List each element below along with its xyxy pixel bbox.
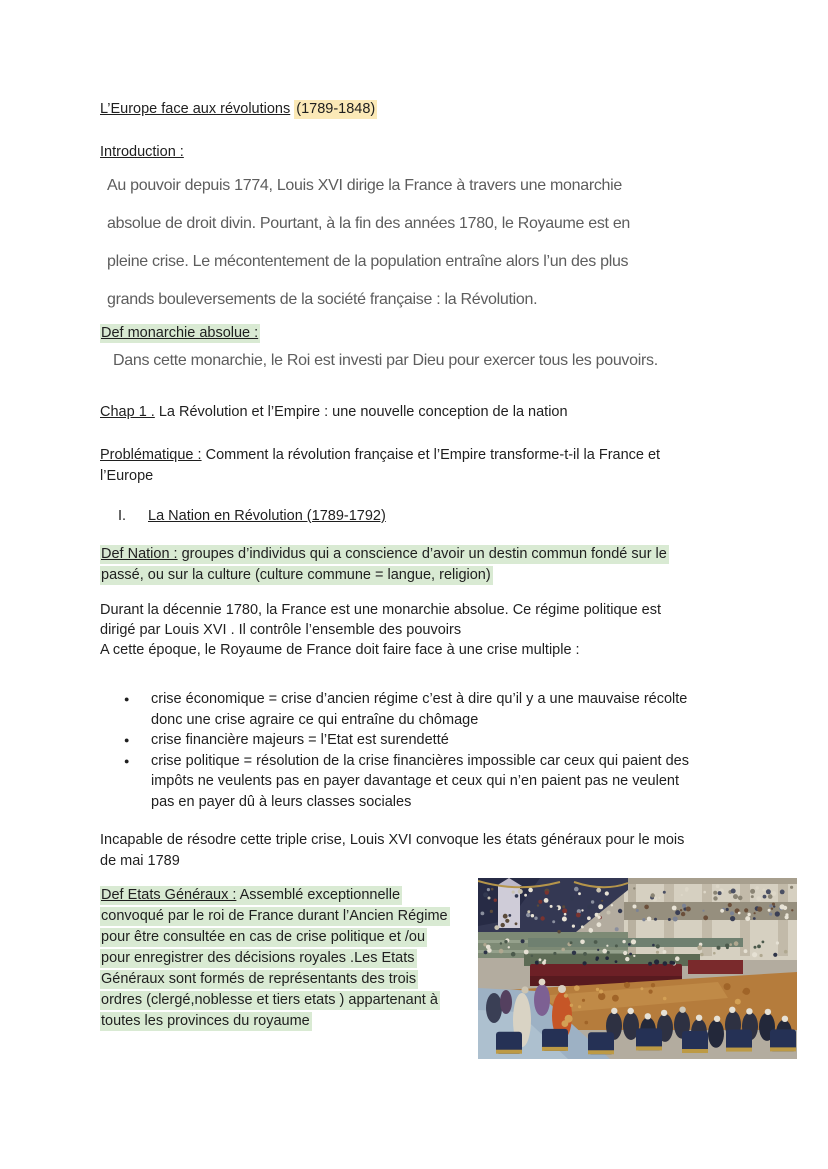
estates-general-painting [478, 878, 797, 1059]
doc-title [100, 100, 734, 119]
def-monarchie-heading: Def monarchie absolue : [101, 325, 259, 341]
bullet-item-financial: ● crise financière majeurs = l’Etat est surendetté [100, 730, 734, 751]
bullet-item-economic: ● crise économique = crise d’ancien régime c’est à dire qu’il y a une mauvaise récolte donc une crise agraire ce qui entraîne du chômage [100, 689, 734, 730]
def-nation-label: Def Nation : [101, 546, 178, 562]
def-nation-paragraph: Def Nation : groupes d’individus qui a conscience d’avoir un destin commun fondé sur le passé, ou sur la culture (culture commune = langue, religion) [101, 546, 667, 583]
problematique-paragraph: Problématique : Comment la révolution française et l’Empire transforme-t-il la France et l’Europe [100, 447, 661, 484]
intro-line: absolue de droit divin. Pourtant, à la fin des années 1780, le Royaume est en [107, 215, 631, 232]
def-etats-generaux-paragraph: Def Etats Généraux : Assemblé exceptionnelle convoqué par le roi de France durant l’Ancien Régime pour être consultée en cas de crise politique et /ou pour enregistrer des décisions royales .Les Etats Généraux sont formés de représentants des trois ordres (clergé,noblesse et tiers etats ) appartenant à toutes les provinces du royaume [101, 887, 448, 1029]
crisis-bullet-list [100, 689, 734, 812]
intro-line: pleine crise. Le mécontentement de la population entraîne alors l’un des plus [107, 253, 629, 270]
def-monarchie-text: Dans cette monarchie, le Roi est investi par Dieu pour exercer tous les pouvoirs. [113, 352, 658, 369]
incapable-paragraph: Incapable de résodre cette triple crise, Louis XVI convoque les états généraux pour le mois de mai 1789 [100, 832, 685, 869]
doc-title-dates: (1789-1848) [296, 101, 376, 117]
section-number: I. [118, 508, 127, 524]
def-etats-label: Def Etats Généraux : [101, 887, 237, 903]
intro-heading: Introduction : [100, 144, 184, 160]
bullet-item-political: ● crise politique = résolution de la crise financières impossible car ceux qui paient des impôts ne veulents pas en payer davantage et ceux qui n’en paient pas ne veulent pas en payer dû à leurs classes sociales [100, 751, 734, 813]
section-title: La Nation en Révolution (1789-1792) [148, 508, 386, 524]
crisis-paragraph: Durant la décennie 1780, la France est une monarchie absolue. Ce régime politique est dirigé par Louis XVI . Il contrôle l’ensemble des pouvoirs A cette époque, le Royaume de France doit faire face à une crise multiple : [100, 602, 662, 658]
chapter-label: Chap 1 . [100, 404, 155, 420]
doc-title-main: L’Europe face aux révolutions [100, 101, 291, 117]
problematique-label: Problématique : [100, 447, 202, 463]
intro-paragraph [107, 167, 734, 319]
intro-line: grands bouleversements de la société française : la Révolution. [107, 291, 538, 308]
intro-line: Au pouvoir depuis 1774, Louis XVI dirige la France à travers une monarchie [107, 177, 622, 194]
chapter-title: La Révolution et l’Empire : une nouvelle conception de la nation [154, 404, 568, 420]
chapter-heading [100, 403, 734, 422]
section-heading [100, 507, 734, 526]
